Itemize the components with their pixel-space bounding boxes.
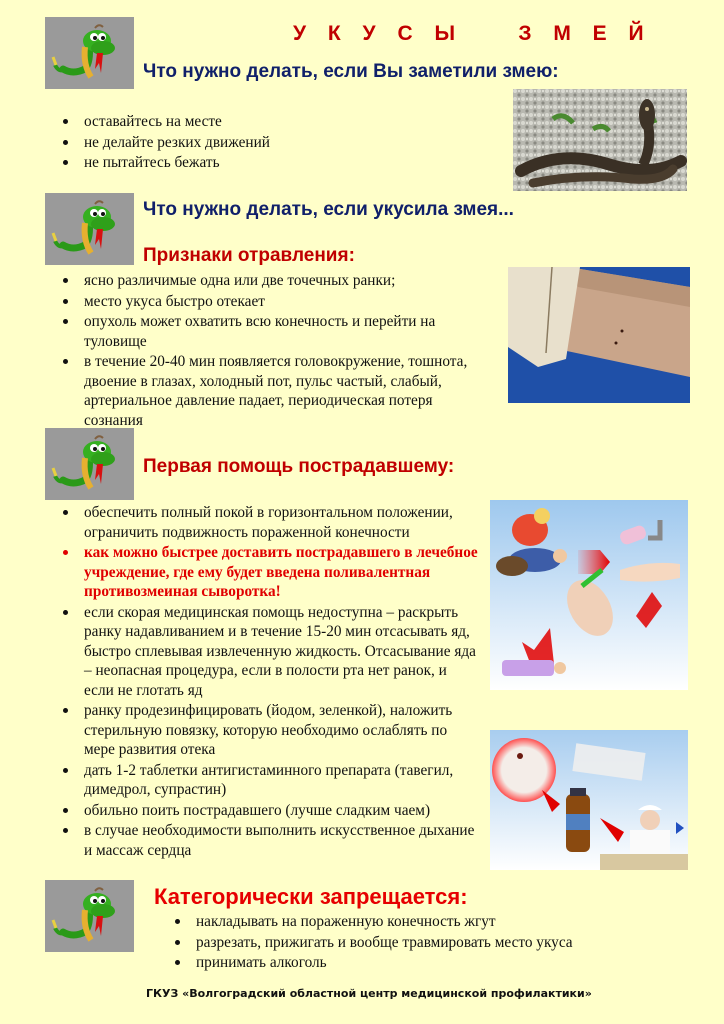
list-item: ранку продезинфицировать (йодом, зеленкой), наложить стерильную повязку, которую необходимо ослаблять по мере развития отека: [60, 701, 480, 760]
first-aid-list: [60, 503, 480, 861]
cobra-photo: [513, 89, 687, 191]
list-item: в случае необходимости выполнить искусственное дыхание и массаж сердца: [60, 821, 480, 860]
section-heading-first-aid: Первая помощь пострадавшему:: [143, 456, 455, 477]
medicine-doctor-illustration: [490, 730, 688, 870]
noticed-list: [60, 112, 480, 174]
list-item: накладывать на пораженную конечность жгут: [172, 912, 692, 932]
section-heading-forbidden: Категорически запрещается:: [154, 884, 468, 909]
snake-mascot-icon: [45, 880, 134, 952]
list-item: ясно различимые одна или две точечных ранки;: [60, 271, 480, 291]
list-item: обильно поить пострадавшего (лучше сладким чаем): [60, 801, 480, 821]
list-item: принимать алкоголь: [172, 953, 692, 973]
list-item: разрезать, прижигать и вообще травмировать место укуса: [172, 933, 692, 953]
snakebite-arm-photo: [508, 267, 690, 403]
list-item: дать 1-2 таблетки антигистаминного препарата (тавегил, димедрол, супрастин): [60, 761, 480, 800]
snake-mascot-icon: [45, 17, 134, 89]
list-item: в течение 20-40 мин появляется головокружение, тошнота, двоение в глазах, холодный пот, пульс частый, слабый, артериальное давление падает, периодическая потеря сознания: [60, 352, 480, 430]
footer-organization: ГКУЗ «Волгоградский областной центр медицинской профилактики»: [146, 987, 592, 1000]
list-item: не пытайтесь бежать: [60, 153, 480, 173]
forbidden-list: [172, 912, 692, 974]
first-aid-steps-illustration: [490, 500, 688, 690]
list-item: не делайте резких движений: [60, 133, 480, 153]
list-item: оставайтесь на месте: [60, 112, 480, 132]
snake-mascot-icon: [45, 193, 134, 265]
page-title: У К У С Ы З М Е Й: [293, 22, 652, 45]
snake-mascot-icon: [45, 428, 134, 500]
list-item: обеспечить полный покой в горизонтальном положении, ограничить подвижность пораженной конечности: [60, 503, 480, 542]
symptoms-list: [60, 271, 480, 431]
section-heading-noticed: Что нужно делать, если Вы заметили змею:: [143, 61, 559, 82]
list-item: если скорая медицинская помощь недоступна – раскрыть ранку надавливанием и в течение 15-20 мин отсасывать яд, быстро сплевывая извлеченную жидкость. Отсасывание яда – неопасная процедура, если в полости рта нет ранок, и если не глотать яд: [60, 603, 480, 701]
list-item: место укуса быстро отекает: [60, 292, 480, 312]
section-heading-bitten: Что нужно делать, если укусила змея...: [143, 199, 514, 220]
section-heading-symptoms: Признаки отравления:: [143, 245, 355, 266]
list-item: опухоль может охватить всю конечность и перейти на туловище: [60, 312, 480, 351]
list-item-emphasis: как можно быстрее доставить пострадавшего в лечебное учреждение, где ему будет введена поливалентная противозмеиная сыворотка!: [60, 543, 480, 602]
